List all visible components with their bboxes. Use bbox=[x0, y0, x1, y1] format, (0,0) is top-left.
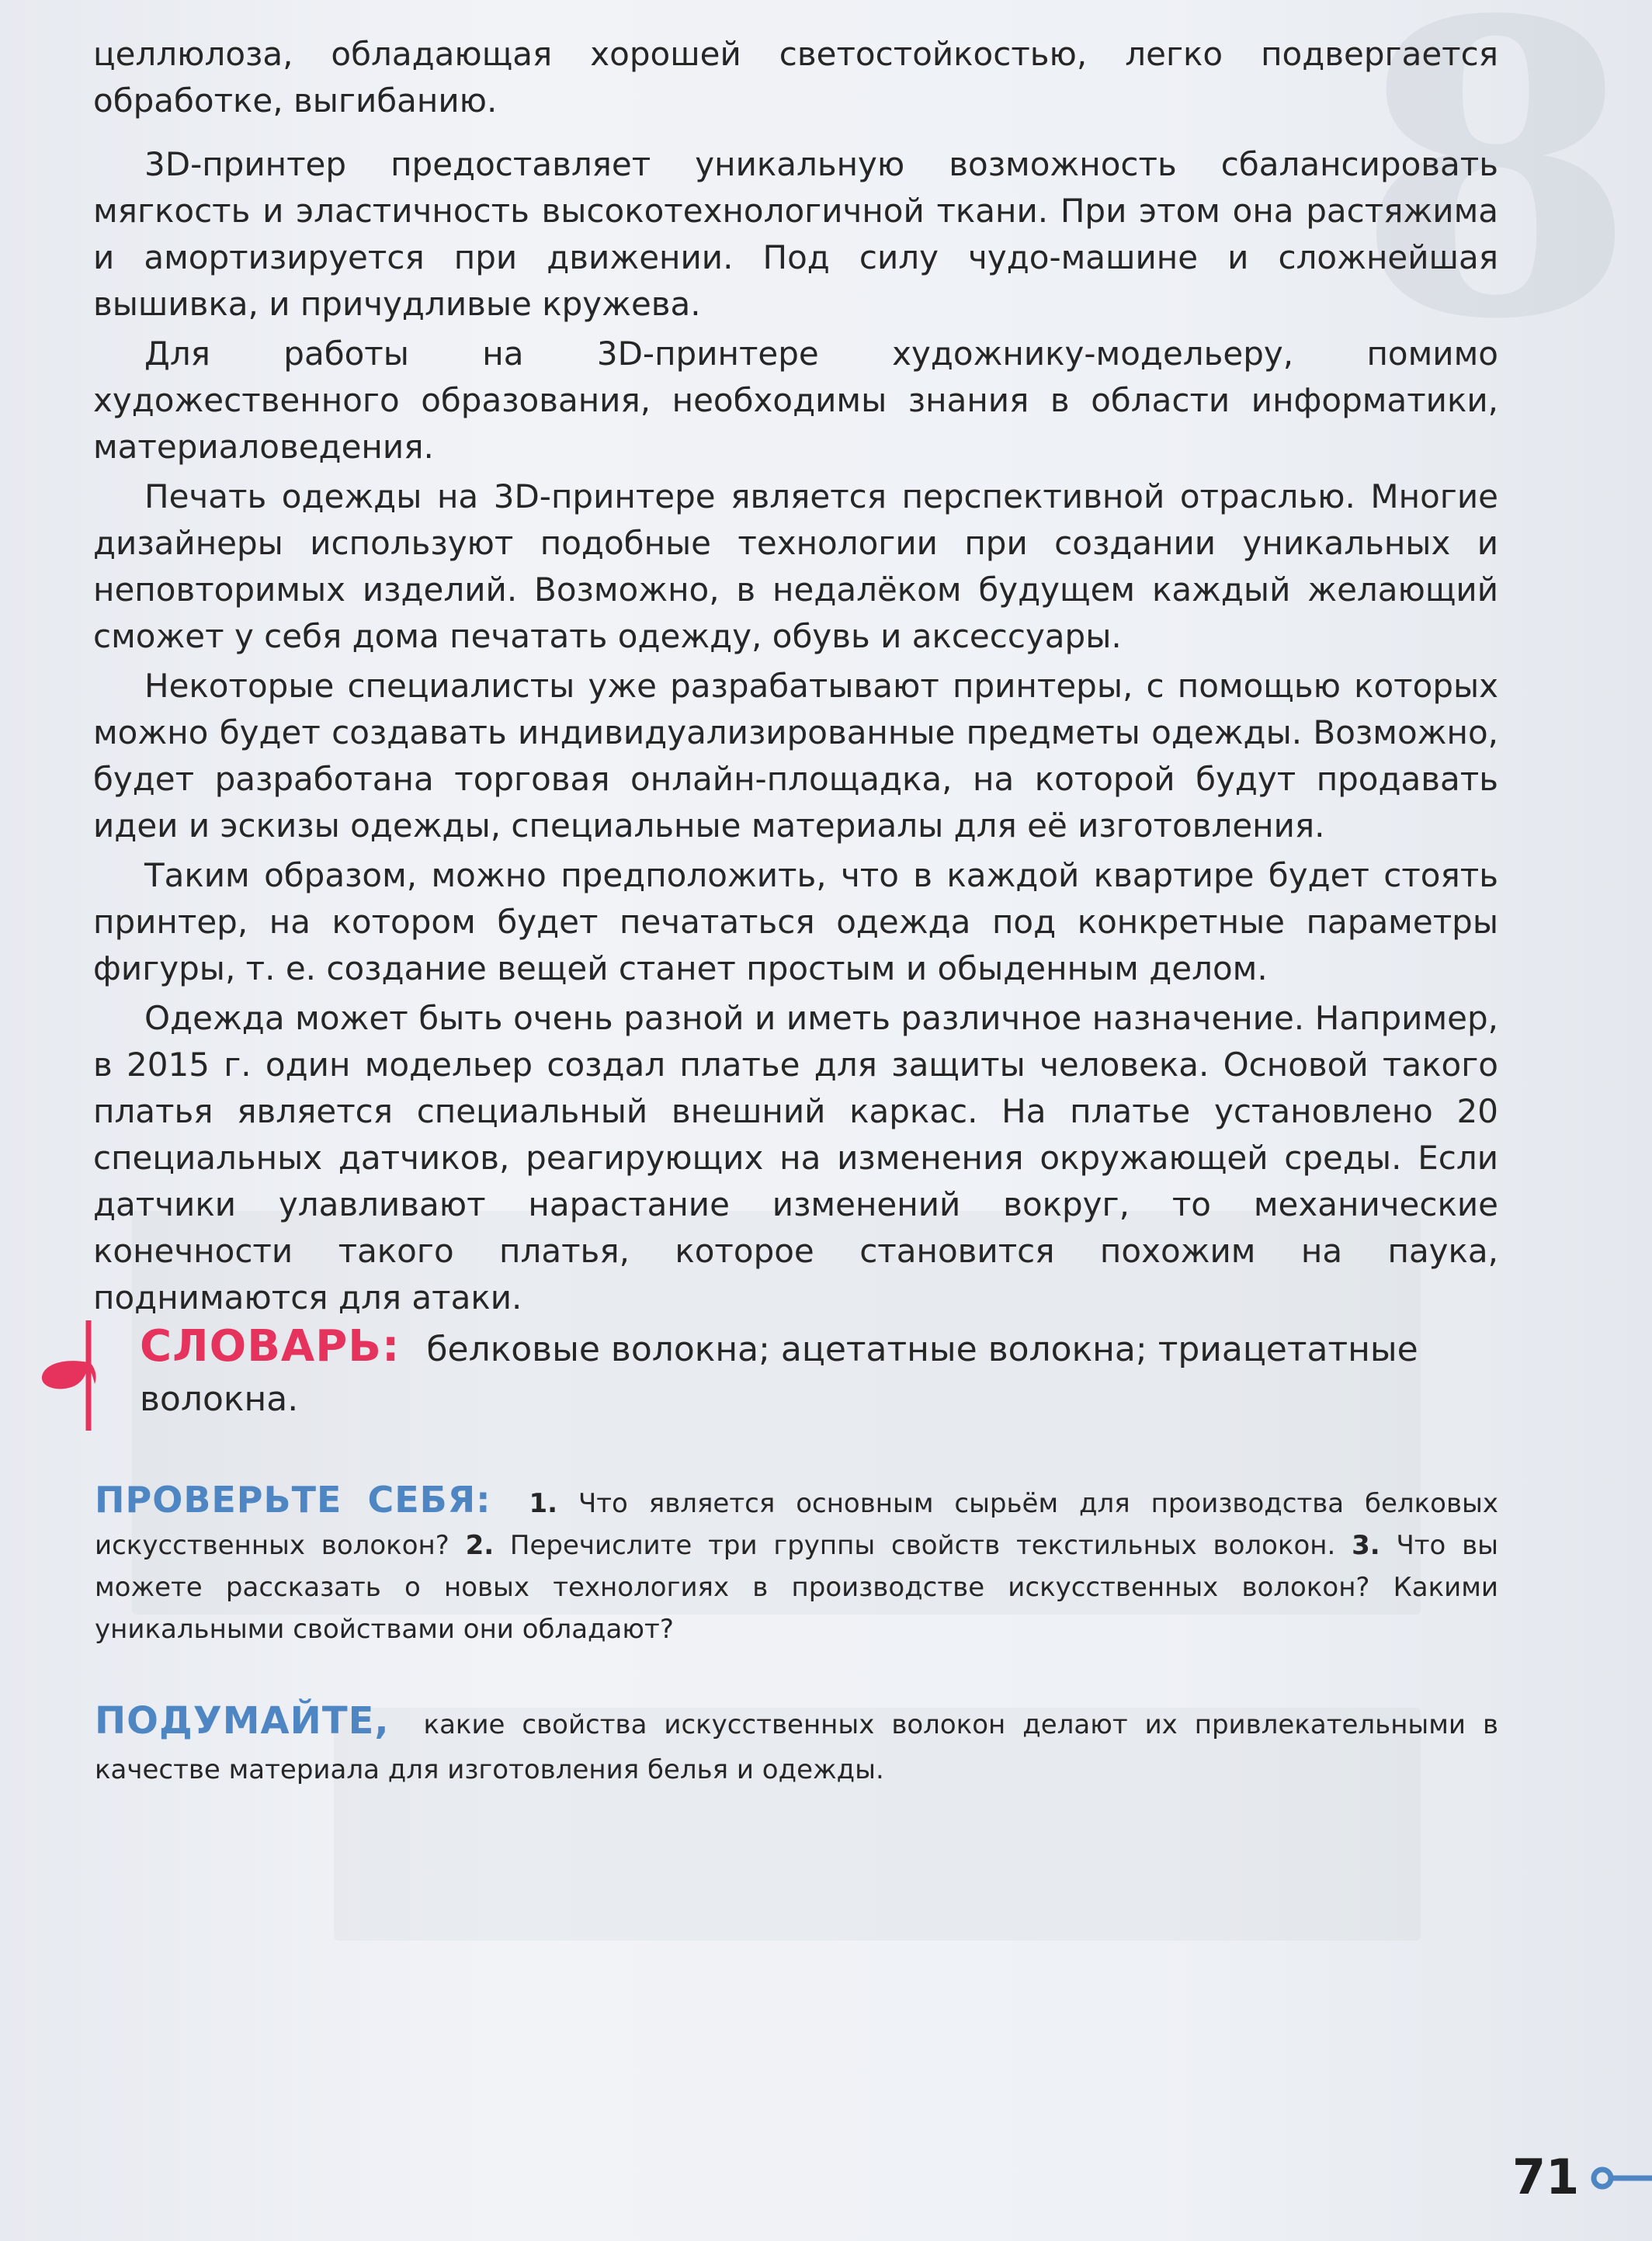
think-text: какие свойства искусственных волокон делают их привлекательными в качестве материала для изготовления белья и одежды. bbox=[95, 1709, 1498, 1785]
think-title: ПОДУМАЙТЕ, bbox=[95, 1699, 390, 1743]
paragraph: целлюлоза, обладающая хорошей светостойкостью, легко подвергается обработке, выгибанию. bbox=[93, 35, 1498, 120]
check-yourself-section bbox=[95, 1479, 1498, 1650]
paragraph: Некоторые специалисты уже разрабатывают принтеры, с помощью которых можно будет создавать индивидуализированные предметы одежды. Возможно, будет разработана торговая онлайн-площадка, на которой будут продавать идеи и эскизы одежды, специальные материалы для её изготовления. bbox=[93, 667, 1498, 845]
paragraph: Печать одежды на 3D-принтере является перспективной отраслью. Многие дизайнеры используют подобные технологии при создании уникальных и неповторимых изделий. Возможно, в недалёком будущем каждый желающий сможет у себя дома печатать одежду, обувь и аксессуары. bbox=[93, 477, 1498, 655]
paragraph: 3D-принтер предоставляет уникальную возможность сбалансировать мягкость и эластичность высокотехнологичной ткани. При этом она растяжима и амортизируется при движении. Под силу чудо-машине и сложнейшая вышивка, и причудливые кружева. bbox=[93, 145, 1498, 323]
main-text bbox=[93, 31, 1498, 1321]
show-through-decoration: 8 bbox=[1355, 0, 1636, 408]
paragraph: Для работы на 3D-принтере художнику-модельеру, помимо художественного образования, необходимы знания в области информатики, материаловедения. bbox=[93, 335, 1498, 466]
dictionary-title: СЛОВАРЬ: bbox=[140, 1321, 401, 1372]
question-number: 3. bbox=[1352, 1530, 1380, 1561]
dictionary-text: белковые волокна; ацетатные волокна; триацетатные волокна. bbox=[140, 1330, 1418, 1419]
question-text: Перечислите три группы свойств текстильных волокон. bbox=[509, 1530, 1336, 1561]
page-number: 71 bbox=[1512, 2149, 1580, 2205]
page-marker-icon bbox=[1588, 2163, 1652, 2194]
question-number: 2. bbox=[465, 1530, 495, 1561]
question-text: Что вы можете рассказать о новых технологиях в производстве искусственных волокон? Какими уникальными свойствами они обладают? bbox=[95, 1530, 1499, 1645]
check-yourself-title: ПРОВЕРЬТЕ СЕБЯ: bbox=[95, 1479, 491, 1521]
think-section bbox=[95, 1698, 1498, 1792]
question-text: Что является основным сырьём для производства белковых искусственных волокон? bbox=[95, 1488, 1498, 1561]
bookmark-note-icon bbox=[37, 1316, 99, 1432]
paragraph: Одежда может быть очень разной и иметь различное назначение. Например, в 2015 г. один модельер создал платье для защиты человека. Основой такого платья является специальный внешний каркас. На платье установлено 20 специальных датчиков, реагирующих на изменения окружающей среды. Если датчики улавливают нарастание изменений вокруг, то механические конечности такого платья, которое становится похожим на паука, поднимаются для атаки. bbox=[93, 999, 1498, 1317]
dictionary-section bbox=[140, 1322, 1498, 1424]
paragraph: Таким образом, можно предположить, что в каждой квартире будет стоять принтер, на котором будет печататься одежда под конкретные параметры фигуры, т. е. создание вещей станет простым и обыденным делом. bbox=[93, 856, 1498, 987]
question-number: 1. bbox=[529, 1488, 558, 1519]
